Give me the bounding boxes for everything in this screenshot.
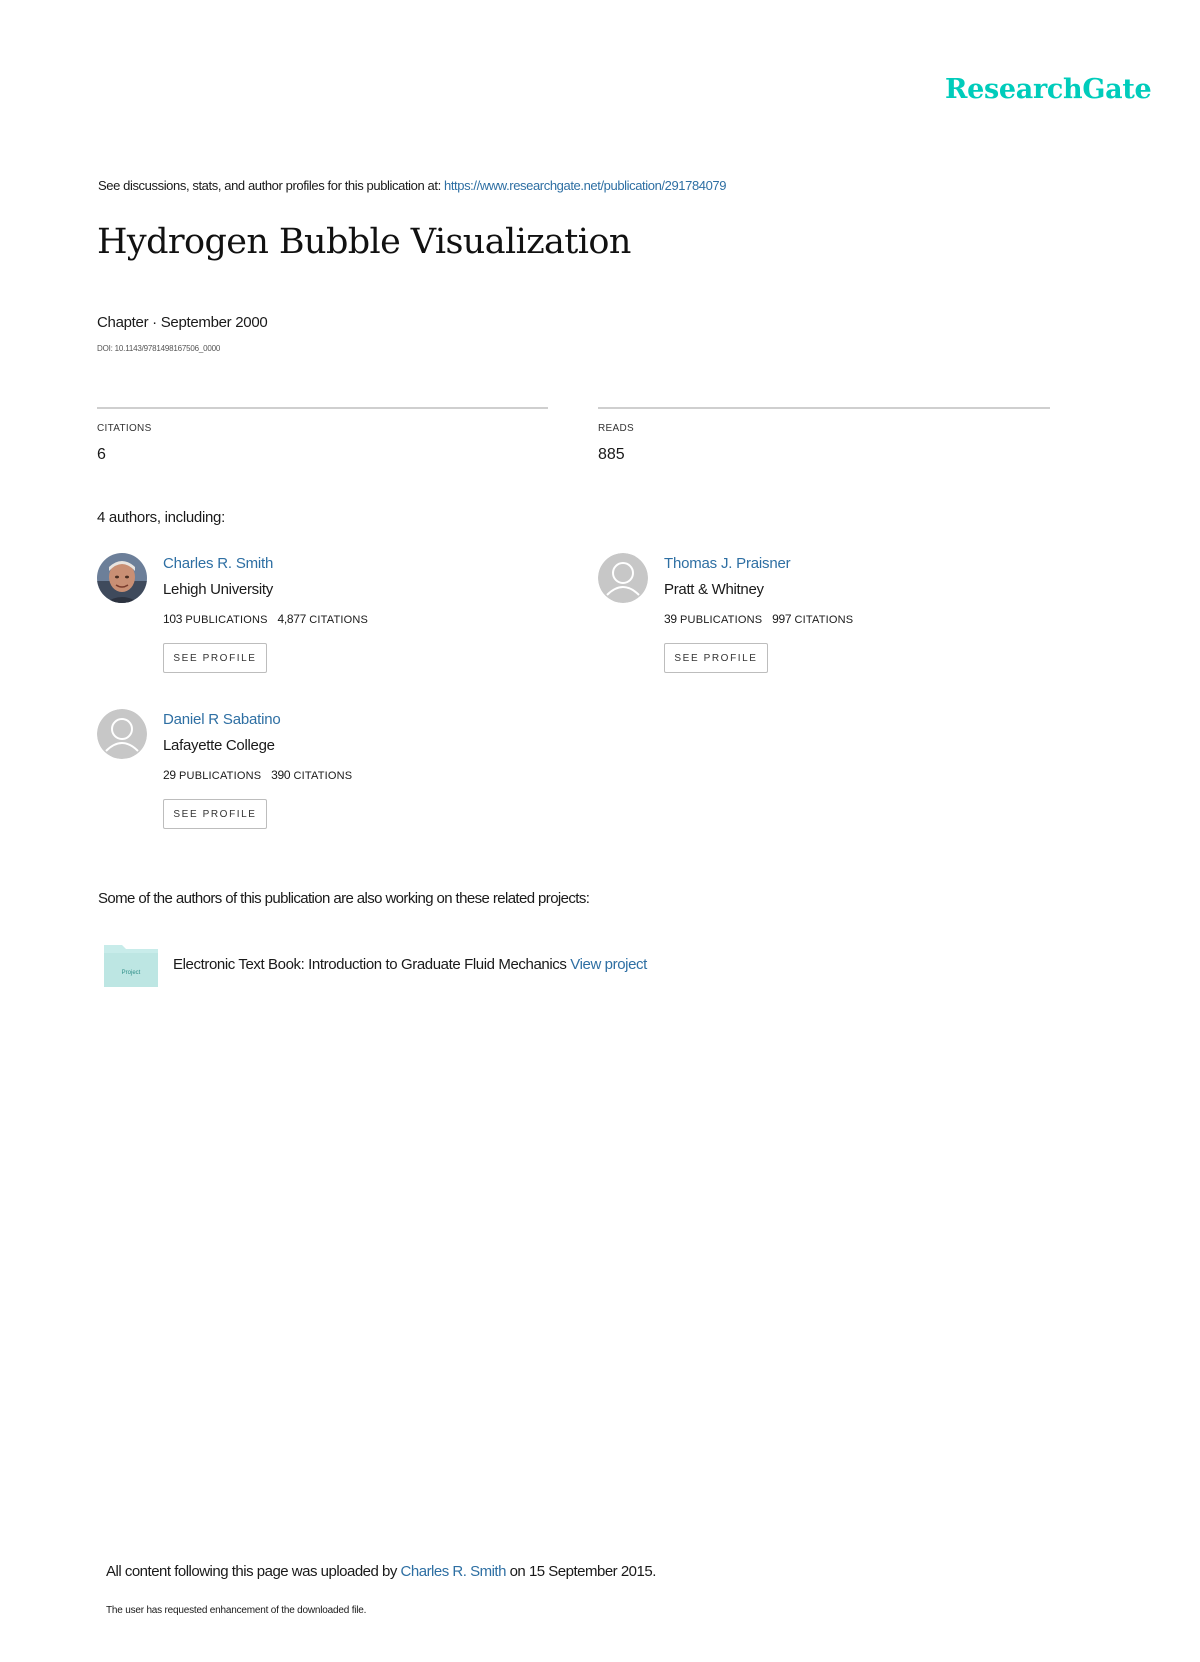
- author-card: [598, 553, 1038, 693]
- see-profile-button[interactable]: SEE PROFILE: [163, 799, 267, 829]
- author-institution: Lehigh University: [163, 581, 273, 598]
- default-avatar-icon[interactable]: [598, 553, 648, 603]
- publication-doi: DOI: 10.1143/9781498167506_0000: [97, 344, 221, 353]
- citations-label: CITATIONS: [309, 614, 369, 626]
- citations-label: CITATIONS: [97, 423, 152, 434]
- author-card: [97, 709, 537, 849]
- authors-heading: 4 authors, including:: [97, 509, 225, 526]
- publications-label: PUBLICATIONS: [185, 614, 268, 626]
- publications-count: 103: [163, 612, 183, 626]
- author-card: [97, 553, 537, 693]
- publications-label: PUBLICATIONS: [680, 614, 763, 626]
- see-profile-button[interactable]: SEE PROFILE: [664, 643, 768, 673]
- author-stats: [664, 612, 853, 626]
- author-institution: Pratt & Whitney: [664, 581, 764, 598]
- author-stats: [163, 768, 352, 782]
- reads-divider: [598, 407, 1050, 409]
- source-text: See discussions, stats, and author profiles for this publication at:: [98, 178, 444, 193]
- default-avatar-icon[interactable]: [97, 709, 147, 759]
- publication-source-line: [98, 178, 726, 193]
- citations-label: CITATIONS: [293, 770, 353, 782]
- publications-label: PUBLICATIONS: [179, 770, 262, 782]
- citations-count: 390: [271, 768, 291, 782]
- related-projects-heading: Some of the authors of this publication are also working on these related projects:: [98, 890, 590, 907]
- upload-info: [106, 1563, 656, 1580]
- photo-avatar[interactable]: [97, 553, 147, 603]
- upload-prefix: All content following this page was uploaded by: [106, 1563, 401, 1580]
- citations-label: CITATIONS: [794, 614, 854, 626]
- view-project-link[interactable]: View project: [570, 956, 647, 973]
- author-name-link[interactable]: Thomas J. Praisner: [664, 555, 791, 572]
- uploader-link[interactable]: Charles R. Smith: [400, 1563, 506, 1580]
- author-name-link[interactable]: Charles R. Smith: [163, 555, 274, 572]
- citations-count: 997: [772, 612, 792, 626]
- citations-count: 6: [97, 446, 106, 463]
- author-stats: [163, 612, 368, 626]
- see-profile-button[interactable]: SEE PROFILE: [163, 643, 267, 673]
- reads-label: READS: [598, 423, 634, 434]
- citations-divider: [97, 407, 548, 409]
- project-icon-label: Project: [121, 970, 141, 976]
- reads-count: 885: [598, 446, 625, 463]
- researchgate-logo[interactable]: ResearchGate: [945, 74, 1152, 105]
- citations-count: 4,877: [277, 612, 306, 626]
- related-project-item: [173, 956, 647, 973]
- publications-count: 29: [163, 768, 176, 782]
- author-name-link[interactable]: Daniel R Sabatino: [163, 711, 281, 728]
- publications-count: 39: [664, 612, 677, 626]
- project-folder-icon: [104, 941, 158, 987]
- author-institution: Lafayette College: [163, 737, 275, 754]
- project-title: Electronic Text Book: Introduction to Graduate Fluid Mechanics: [173, 956, 571, 973]
- enhancement-note: The user has requested enhancement of the downloaded file.: [106, 1605, 367, 1616]
- page-title: Hydrogen Bubble Visualization: [97, 222, 631, 262]
- publication-url-link[interactable]: https://www.researchgate.net/publication/291784079: [444, 178, 727, 193]
- publication-type-date: Chapter · September 2000: [97, 314, 268, 331]
- upload-suffix: on 15 September 2015.: [505, 1563, 656, 1580]
